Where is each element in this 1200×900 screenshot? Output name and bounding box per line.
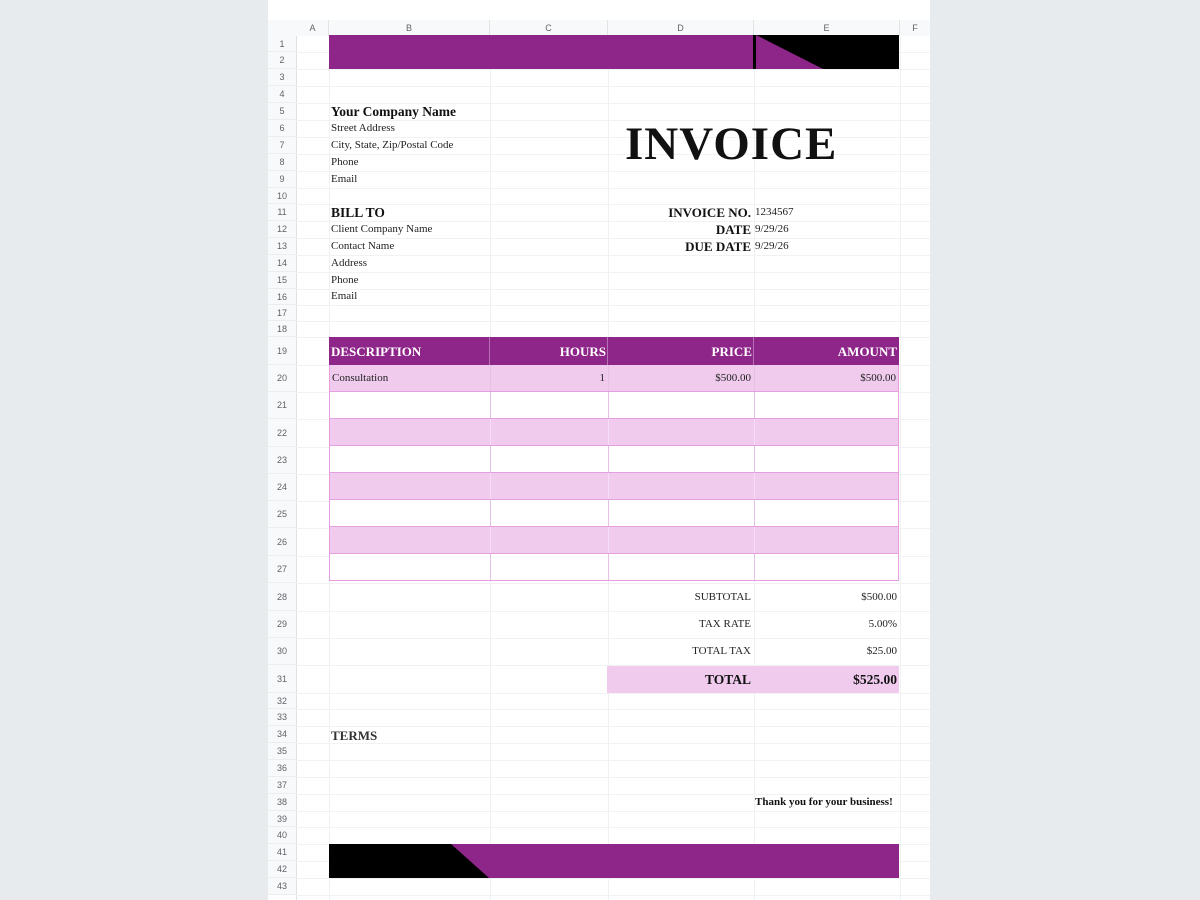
company-city[interactable]: City, State, Zip/Postal Code (331, 139, 454, 151)
client-address[interactable]: Address (331, 257, 368, 269)
total-tax-label[interactable]: TOTAL TAX (692, 645, 751, 657)
client-email[interactable]: Email (331, 290, 358, 302)
row-header[interactable]: 42 (268, 861, 296, 878)
row-header[interactable]: 19 (268, 337, 296, 365)
header-price[interactable]: PRICE (711, 344, 752, 359)
table-row[interactable] (329, 473, 899, 500)
invoice-no-value[interactable]: 1234567 (755, 206, 794, 218)
due-date-label[interactable]: DUE DATE (685, 239, 751, 254)
header-amount[interactable]: AMOUNT (837, 344, 897, 359)
subtotal-value[interactable]: $500.00 (861, 591, 897, 603)
item-price[interactable]: $500.00 (715, 372, 751, 384)
row-header[interactable]: 37 (268, 777, 296, 794)
table-row[interactable] (329, 527, 899, 554)
table-row[interactable] (329, 554, 899, 581)
thank-you-note[interactable]: Thank you for your business! (755, 796, 893, 808)
row-header[interactable]: 9 (268, 171, 296, 188)
company-street[interactable]: Street Address (331, 122, 395, 134)
row-header[interactable]: 18 (268, 321, 296, 337)
row-header[interactable]: 39 (268, 811, 296, 827)
row-header[interactable]: 22 (268, 419, 296, 447)
row-header[interactable]: 8 (268, 154, 296, 171)
row-header[interactable]: 23 (268, 447, 296, 474)
company-phone[interactable]: Phone (331, 156, 359, 168)
tax-rate-label[interactable]: TAX RATE (699, 618, 751, 630)
row-header[interactable]: 2 (268, 52, 296, 69)
row-header[interactable]: 29 (268, 611, 296, 638)
row-header[interactable]: 5 (268, 103, 296, 120)
invoice-document (329, 0, 899, 900)
date-label[interactable]: DATE (715, 222, 751, 237)
terms-label[interactable]: TERMS (331, 728, 378, 743)
row-header[interactable]: 20 (268, 365, 296, 392)
bottom-banner (329, 844, 899, 878)
invoice-title[interactable]: INVOICE (625, 118, 838, 170)
invoice-no-label[interactable]: INVOICE NO. (668, 205, 751, 220)
table-header-row (329, 337, 899, 365)
row-header[interactable]: 24 (268, 474, 296, 501)
item-hours[interactable]: 1 (599, 372, 605, 384)
top-banner (329, 35, 899, 69)
row-header[interactable]: 4 (268, 86, 296, 103)
row-header[interactable]: 27 (268, 556, 296, 583)
row-header[interactable]: 26 (268, 528, 296, 556)
row-header[interactable]: 28 (268, 583, 296, 611)
row-header[interactable]: 14 (268, 255, 296, 272)
column-header-c[interactable]: C (490, 20, 608, 36)
column-header-f[interactable]: F (912, 23, 918, 33)
row-header[interactable]: 41 (268, 844, 296, 861)
due-date-value[interactable]: 9/29/26 (755, 240, 789, 252)
tax-rate-value[interactable]: 5.00% (868, 618, 897, 630)
subtotal-label[interactable]: SUBTOTAL (694, 591, 751, 603)
total-value[interactable]: $525.00 (853, 672, 897, 687)
header-hours[interactable]: HOURS (559, 344, 606, 359)
row-header[interactable]: 31 (268, 665, 296, 693)
item-amount[interactable]: $500.00 (860, 372, 896, 384)
column-header-b[interactable]: B (329, 20, 490, 36)
row-header[interactable]: 38 (268, 794, 296, 811)
row-header[interactable]: 11 (268, 204, 296, 221)
table-row[interactable] (329, 365, 899, 392)
row-header[interactable]: 32 (268, 693, 296, 709)
row-header[interactable]: 21 (268, 392, 296, 419)
row-header[interactable]: 34 (268, 726, 296, 743)
row-header[interactable]: 40 (268, 827, 296, 844)
client-phone[interactable]: Phone (331, 274, 359, 286)
row-header[interactable]: 15 (268, 272, 296, 289)
column-header-d[interactable]: D (608, 20, 754, 36)
table-row[interactable] (329, 419, 899, 446)
company-name[interactable]: Your Company Name (331, 104, 457, 119)
row-header[interactable]: 43 (268, 878, 296, 895)
column-header-a[interactable]: A (297, 20, 329, 36)
column-header-e[interactable]: E (754, 20, 900, 36)
total-label[interactable]: TOTAL (704, 672, 751, 687)
company-email[interactable]: Email (331, 173, 358, 185)
table-row[interactable] (329, 500, 899, 527)
row-header[interactable]: 12 (268, 221, 296, 238)
table-row[interactable] (329, 446, 899, 473)
row-header[interactable]: 33 (268, 709, 296, 726)
row-header[interactable]: 7 (268, 137, 296, 154)
item-description[interactable]: Consultation (332, 372, 389, 384)
client-company[interactable]: Client Company Name (331, 223, 433, 235)
row-header[interactable]: 1 (268, 36, 296, 52)
row-header[interactable]: 6 (268, 120, 296, 137)
client-contact[interactable]: Contact Name (331, 240, 395, 252)
bill-to-heading[interactable]: BILL TO (331, 205, 385, 220)
header-description[interactable]: DESCRIPTION (331, 344, 422, 359)
row-header[interactable]: 36 (268, 760, 296, 777)
row-header[interactable]: 13 (268, 238, 296, 255)
row-header[interactable]: 3 (268, 69, 296, 86)
row-header[interactable]: 35 (268, 743, 296, 760)
date-value[interactable]: 9/29/26 (755, 223, 789, 235)
row-header[interactable]: 17 (268, 305, 296, 321)
total-tax-value[interactable]: $25.00 (866, 645, 897, 657)
table-row[interactable] (329, 392, 899, 419)
row-header[interactable]: 30 (268, 638, 296, 665)
row-header[interactable]: 16 (268, 289, 296, 305)
row-header[interactable]: 10 (268, 188, 296, 204)
row-header[interactable]: 25 (268, 501, 296, 528)
